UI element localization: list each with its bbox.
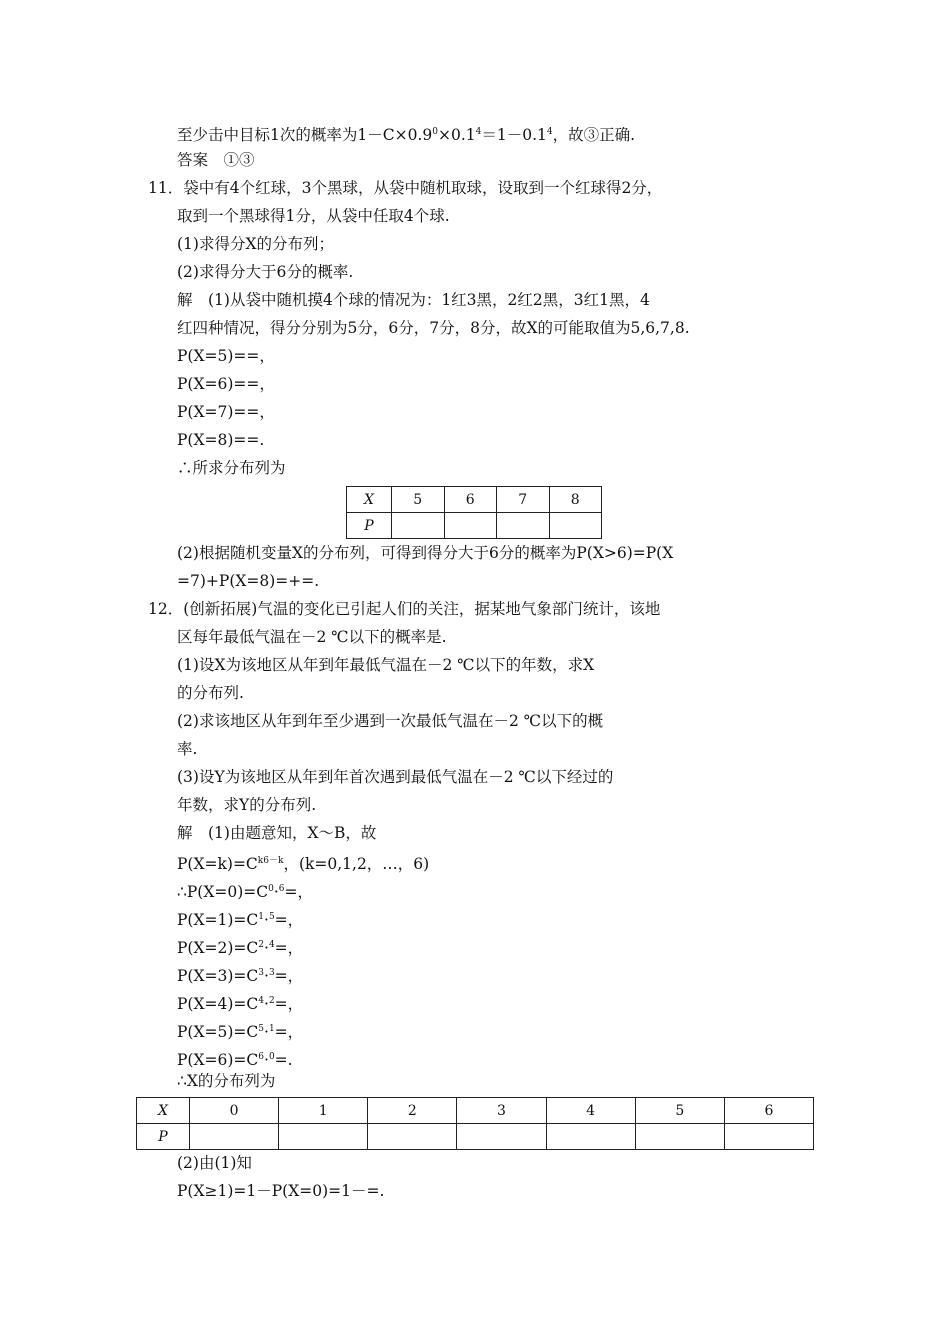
text-span: · xyxy=(264,1023,269,1041)
text-span: P(X=5)=C xyxy=(177,1023,259,1041)
text-span: =. xyxy=(274,1051,293,1069)
text-line: 率. xyxy=(177,740,198,758)
table-cell: 5 xyxy=(635,1098,724,1124)
sub-question: (1)设X为该地区从年到年最低气温在－2 ℃以下的年数，求X xyxy=(177,656,595,674)
sub-question: (2)求得分大于6分的概率. xyxy=(177,263,354,281)
formula-line xyxy=(177,935,303,958)
formula-line: P(X=7)==， xyxy=(177,403,275,421)
solution-line: 解 (1)从袋中随机摸4个球的情况为：1红3黑，2红2黑，3红1黑，4 xyxy=(177,291,650,309)
text-span: =， xyxy=(284,883,314,901)
sub-question: (1)求得分X的分布列； xyxy=(177,235,334,253)
table-cell xyxy=(444,513,497,539)
superscript: 3 xyxy=(258,968,264,978)
table-header-cell: P xyxy=(137,1124,190,1150)
solution-line: =7)+P(X=8)=+=. xyxy=(177,572,320,590)
superscript: 2 xyxy=(268,996,275,1006)
formula-line: P(X=8)==. xyxy=(177,431,265,449)
superscript: 1 xyxy=(268,1024,275,1034)
table-cell: 7 xyxy=(497,487,550,513)
question-12: 12．(创新拓展)气温的变化已引起人们的关注，据某地气象部门统计，该地 xyxy=(148,600,661,618)
superscript: k6－k xyxy=(257,856,284,866)
superscript: 3 xyxy=(268,968,275,978)
solution-line: (2)由(1)知 xyxy=(177,1154,252,1172)
text-span: P(X=6)=C xyxy=(177,1051,259,1069)
text-span: P(X=2)=C xyxy=(177,939,259,957)
table-cell: 0 xyxy=(190,1098,279,1124)
superscript: 1 xyxy=(258,912,264,922)
text-span: ×0.1 xyxy=(437,126,476,144)
formula-line xyxy=(177,851,429,874)
distribution-table-11 xyxy=(346,486,602,539)
table-header-cell: X xyxy=(347,487,392,513)
table-cell: 2 xyxy=(368,1098,457,1124)
text-span: =， xyxy=(274,995,304,1013)
question-11: 11．袋中有4个红球，3个黑球，从袋中随机取球，设取到一个红球得2分， xyxy=(148,179,663,197)
superscript: 4 xyxy=(258,996,264,1006)
text-line: 的分布列. xyxy=(177,684,244,702)
text-span: ，故③正确. xyxy=(552,126,636,144)
text-span: P(X=3)=C xyxy=(177,967,259,985)
text-span: · xyxy=(264,939,269,957)
superscript: 5 xyxy=(258,1024,264,1034)
answer-line: 答案 ①③ xyxy=(177,151,255,169)
text-span: P(X=1)=C xyxy=(177,911,259,929)
table-row xyxy=(347,487,602,513)
table-header-cell: X xyxy=(137,1098,190,1124)
superscript: 5 xyxy=(268,912,275,922)
table-cell xyxy=(190,1124,279,1150)
table-cell xyxy=(724,1124,813,1150)
superscript: 0 xyxy=(268,884,274,894)
table-cell xyxy=(392,513,445,539)
superscript: 4 xyxy=(546,127,553,137)
table-cell: 6 xyxy=(444,487,497,513)
text-line: 区每年最低气温在－2 ℃以下的概率是. xyxy=(177,628,447,646)
superscript: 0 xyxy=(432,127,438,137)
text-span: =， xyxy=(274,1023,304,1041)
superscript: 4 xyxy=(268,940,275,950)
table-cell: 6 xyxy=(724,1098,813,1124)
table-cell xyxy=(546,1124,635,1150)
formula-line: P(X=5)==， xyxy=(177,347,275,365)
table-cell: 1 xyxy=(279,1098,368,1124)
formula-line xyxy=(177,963,303,986)
superscript: 2 xyxy=(258,940,264,950)
text-line xyxy=(177,122,635,145)
table-cell xyxy=(635,1124,724,1150)
table-header-cell: P xyxy=(347,513,392,539)
text-span: ＝1－0.1 xyxy=(481,126,547,144)
text-span: P(X=k)=C xyxy=(177,855,258,873)
text-span: · xyxy=(264,995,269,1013)
superscript: 6 xyxy=(258,1052,264,1062)
solution-line: (2)根据随机变量X的分布列，可得到得分大于6分的概率为P(X>6)=P(X xyxy=(177,544,674,562)
table-cell: 8 xyxy=(549,487,602,513)
formula-line xyxy=(177,991,303,1014)
table-row xyxy=(347,513,602,539)
text-span: ∴P(X=0)=C xyxy=(177,883,269,901)
text-line: 年数，求Y的分布列. xyxy=(177,796,317,814)
table-cell: 3 xyxy=(457,1098,546,1124)
text-line: ∴所求分布列为 xyxy=(177,459,286,477)
text-span: =， xyxy=(274,911,304,929)
text-line: 取到一个黑球得1分，从袋中任取4个球. xyxy=(177,207,450,225)
table-row xyxy=(137,1098,814,1124)
table-row xyxy=(137,1124,814,1150)
formula-line xyxy=(177,907,303,930)
text-span: · xyxy=(273,883,279,901)
table-cell: 5 xyxy=(392,487,445,513)
text-span: 至少击中目标1次的概率为1－C×0.9 xyxy=(177,126,433,144)
distribution-table-12 xyxy=(136,1097,814,1150)
formula-line: P(X≥1)=1－P(X=0)=1－=. xyxy=(177,1182,385,1200)
superscript: 6 xyxy=(278,884,285,894)
table-cell xyxy=(368,1124,457,1150)
text-span: ，(k=0,1,2，…，6) xyxy=(283,855,430,873)
formula-line xyxy=(177,1019,303,1042)
formula-line: P(X=6)==， xyxy=(177,375,275,393)
sub-question: (3)设Y为该地区从年到年首次遇到最低气温在－2 ℃以下经过的 xyxy=(177,768,614,786)
sub-question: (2)求该地区从年到年至少遇到一次最低气温在－2 ℃以下的概 xyxy=(177,712,604,730)
superscript: 4 xyxy=(475,127,482,137)
solution-line: 解 (1)由题意知，X～B，故 xyxy=(177,824,377,842)
table-cell xyxy=(457,1124,546,1150)
table-cell xyxy=(497,513,550,539)
superscript: 0 xyxy=(268,1052,275,1062)
text-span: · xyxy=(264,967,269,985)
text-span: P(X=4)=C xyxy=(177,995,259,1013)
text-span: =， xyxy=(274,967,304,985)
text-line: ∴X的分布列为 xyxy=(177,1072,276,1090)
text-span: · xyxy=(264,1051,269,1069)
solution-line: 红四种情况，得分分别为5分，6分，7分，8分，故X的可能取值为5,6,7,8. xyxy=(177,319,690,337)
text-span: =， xyxy=(274,939,304,957)
formula-line xyxy=(177,1047,293,1070)
text-span: · xyxy=(264,911,269,929)
table-cell xyxy=(279,1124,368,1150)
formula-line xyxy=(177,879,313,902)
table-cell: 4 xyxy=(546,1098,635,1124)
table-cell xyxy=(549,513,602,539)
